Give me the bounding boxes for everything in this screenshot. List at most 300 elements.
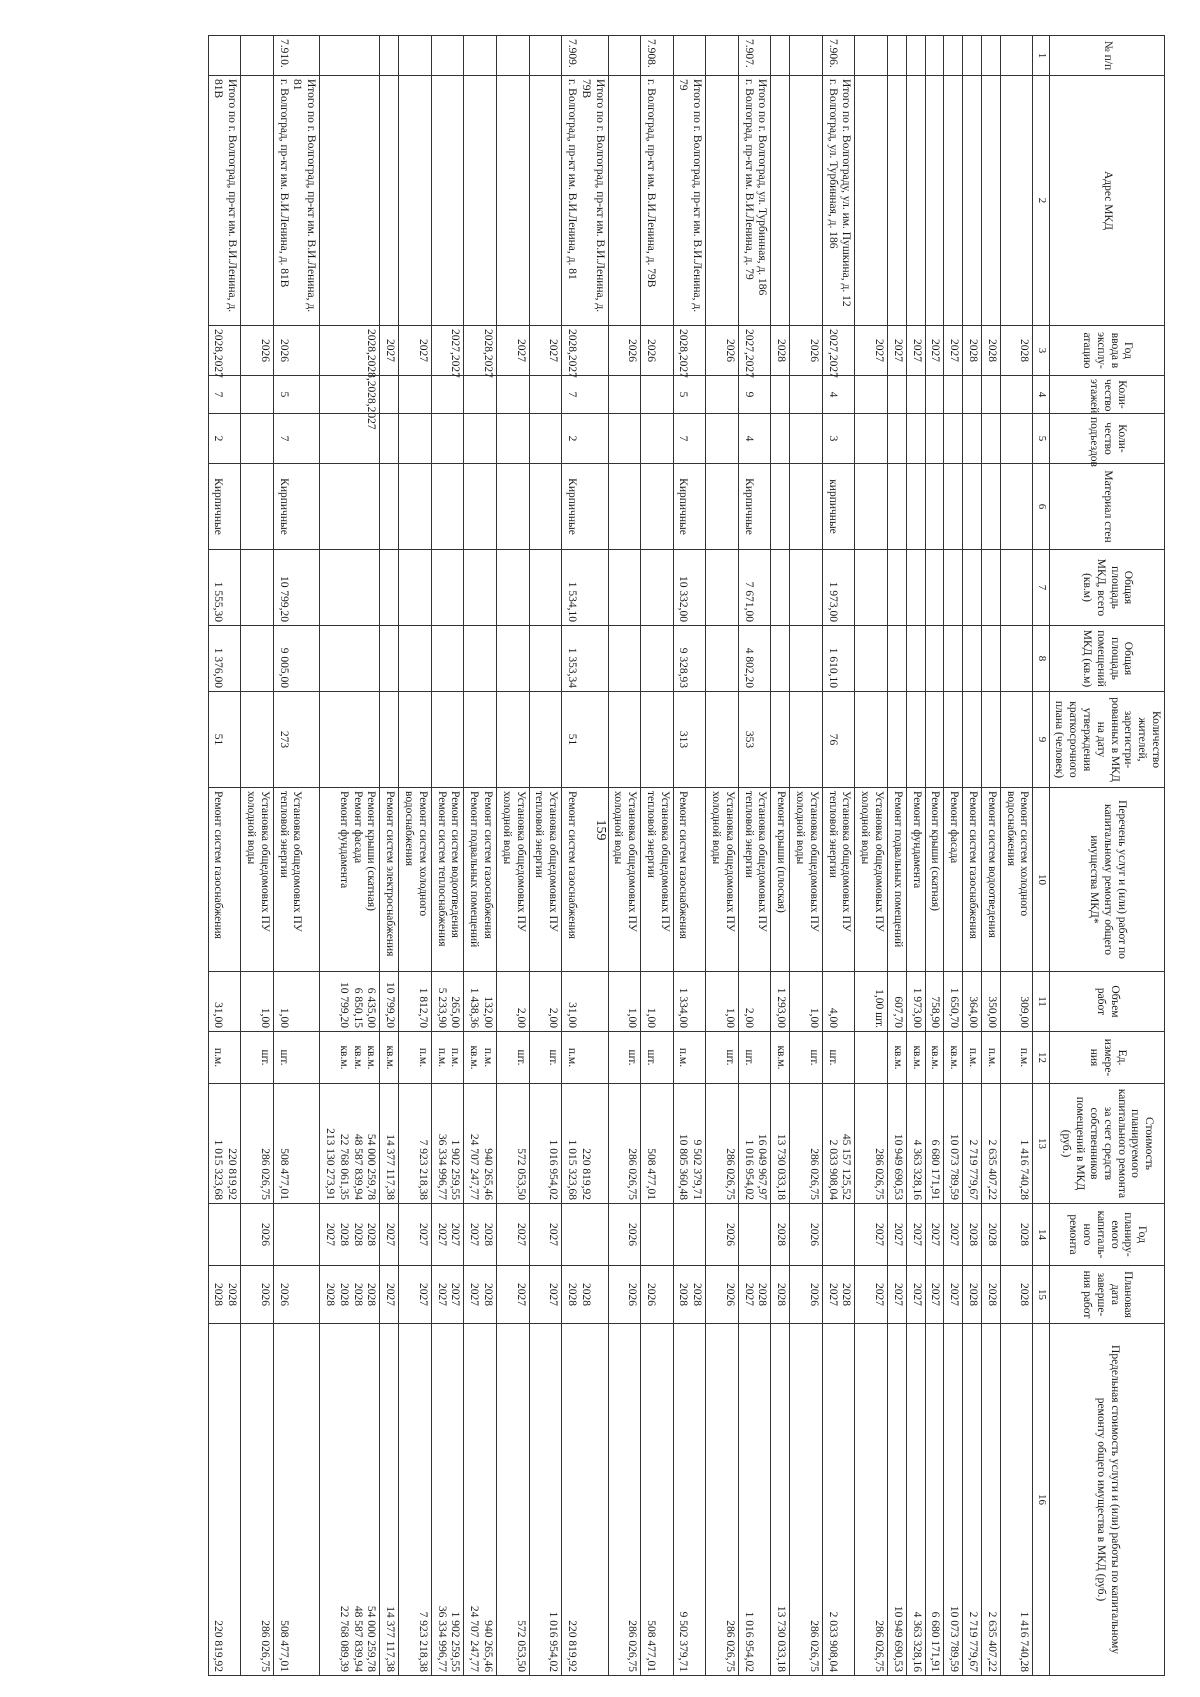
works-cell xyxy=(496,788,529,972)
works-cell xyxy=(944,788,963,972)
entrances-cell xyxy=(925,414,944,464)
completion-date-value: 2026 xyxy=(644,1283,657,1306)
works-cell xyxy=(320,788,380,972)
cost-cell xyxy=(320,1084,380,1204)
walls-cell xyxy=(641,464,674,550)
item-number-cell xyxy=(464,36,497,76)
repair-year-value: 2027 xyxy=(323,1223,336,1246)
table-row xyxy=(496,36,529,1676)
volume-cell xyxy=(641,972,674,1032)
work-item: Установка общедомовых ПУ холодной воды xyxy=(859,791,886,932)
header-row xyxy=(1049,36,1164,1676)
house-address: г. Волгоград, пр-кт им. В.И.Ленина, д. 81В xyxy=(277,79,290,288)
column-number: 13 xyxy=(1033,1084,1049,1204)
year-cell: 2026 xyxy=(790,326,823,376)
volume-cell xyxy=(380,972,399,1032)
total-row xyxy=(562,36,608,1676)
total-area-cell: 1 534,10 xyxy=(562,550,608,626)
limit-cost-value: 286 026,75 xyxy=(873,1620,886,1672)
cost-cell xyxy=(273,1084,319,1204)
completion-date-cell xyxy=(822,1266,855,1324)
entrances-cell: 2 xyxy=(208,414,241,464)
walls-cell: Кирпичные xyxy=(673,464,706,550)
total-area-cell xyxy=(855,550,888,626)
repair-year-value: 2027 xyxy=(948,1223,961,1246)
item-number: 7.906. xyxy=(826,39,839,68)
completion-date-value: 2027 xyxy=(948,1283,961,1306)
floors-cell xyxy=(855,376,888,414)
year-cell: 2028 xyxy=(963,326,982,376)
volume-value: 309,00 xyxy=(1018,996,1031,1028)
work-item: Ремонт систем водоотведения xyxy=(449,791,462,938)
work-item: Ремонт крыши (скатная) xyxy=(365,791,378,911)
header-cell: Ед. измере-ния xyxy=(1049,1032,1164,1084)
walls-cell xyxy=(241,464,274,550)
residents-cell xyxy=(320,692,380,788)
house-address: г. Волгоград, пр-кт им. В.И.Ленина, д. 79 xyxy=(742,79,755,280)
volume-cell xyxy=(208,972,241,1032)
completion-date-value: 2028 xyxy=(323,1283,336,1306)
repair-year-value: 2026 xyxy=(807,1223,820,1246)
completion-date-cell xyxy=(771,1266,790,1324)
table-row xyxy=(982,36,1001,1676)
walls-cell xyxy=(706,464,739,550)
completion-date-value: 2027 xyxy=(468,1283,481,1306)
unit-cell xyxy=(963,1032,982,1084)
volume-value: 10 799,20 xyxy=(337,982,350,1028)
completion-date-cell xyxy=(925,1266,944,1324)
volume-value: 350,00 xyxy=(985,996,998,1028)
works-cell xyxy=(673,788,706,972)
premises-area-cell xyxy=(496,626,529,692)
premises-area-cell: 9 328,93 xyxy=(673,626,706,692)
total-area-cell xyxy=(241,550,274,626)
volume-cell xyxy=(496,972,529,1032)
cost-value: 286 026,75 xyxy=(626,1148,639,1200)
limit-cost-cell xyxy=(641,1324,674,1676)
completion-date-value: 2026 xyxy=(626,1283,639,1306)
limit-cost-cell xyxy=(399,1324,432,1676)
volume-value: 31,00 xyxy=(212,1002,225,1028)
residents-cell xyxy=(529,692,562,788)
residents-cell xyxy=(982,692,1001,788)
house-address: г. Волгоград, ул. Турбинная, д. 186 xyxy=(826,79,839,249)
repair-year-value: 2026 xyxy=(258,1223,271,1246)
cost-value: 286 026,75 xyxy=(723,1148,736,1200)
volume-cell xyxy=(320,972,380,1032)
unit-value: п.м. xyxy=(416,1047,429,1068)
premises-area-cell xyxy=(399,626,432,692)
floors-cell xyxy=(464,376,497,414)
repair-year-cell xyxy=(608,1204,641,1266)
repair-year-cell xyxy=(431,1204,464,1266)
repair-year-cell xyxy=(771,1204,790,1266)
unit-cell xyxy=(320,1032,380,1084)
table-row xyxy=(608,36,641,1676)
entrances-cell xyxy=(380,414,399,464)
total-address: Итого по г. Волгоград, пр-кт им. В.И.Ленина, д. 79В xyxy=(579,79,606,313)
address-cell xyxy=(273,76,319,326)
cost-value: 14 377 117,38 xyxy=(384,1134,397,1200)
walls-cell xyxy=(464,464,497,550)
header-cell: Объем работ xyxy=(1049,972,1164,1032)
total-row xyxy=(208,36,241,1676)
volume-value: 1,00 xyxy=(807,1007,820,1028)
unit-value: п.м. xyxy=(435,1047,448,1068)
work-item: Установка общедомовых ПУ холодной воды xyxy=(794,791,820,932)
volume-value: 5 233,90 xyxy=(435,987,448,1028)
column-number: 14 xyxy=(1033,1204,1049,1266)
repair-year-cell xyxy=(963,1204,982,1266)
address-cell xyxy=(982,76,1001,326)
unit-value: кв.м. xyxy=(775,1045,788,1070)
entrances-cell xyxy=(982,414,1001,464)
repair-year-cell xyxy=(320,1204,380,1266)
work-item: Ремонт фасада xyxy=(351,791,364,864)
repair-year-cell xyxy=(738,1204,771,1266)
volume-value: 132,00 xyxy=(481,996,494,1028)
repair-year-value: 2027 xyxy=(873,1223,886,1246)
work-item: Установка общедомовых ПУ тепловой энергии xyxy=(826,791,853,932)
unit-value: шт. xyxy=(258,1049,271,1066)
year-cell: 2027 xyxy=(925,326,944,376)
address-cell xyxy=(380,76,399,326)
floors-cell xyxy=(944,376,963,414)
unit-value: шт. xyxy=(723,1049,736,1066)
total-address: Итого по г. Волгоград, ул. Турбинная, д. 186 xyxy=(756,79,769,296)
completion-date-cell xyxy=(1000,1266,1033,1324)
cost-value: 7 923 218,38 xyxy=(416,1139,429,1200)
total-row xyxy=(738,36,771,1676)
residents-cell xyxy=(608,692,641,788)
year-cell: 2028 xyxy=(771,326,790,376)
limit-cost-cell xyxy=(464,1324,497,1676)
limit-cost-value: 508 477,01 xyxy=(277,1620,290,1672)
volume-cell xyxy=(529,972,562,1032)
repair-year-value: 2028 xyxy=(775,1223,788,1246)
completion-date-cell xyxy=(464,1266,497,1324)
repair-year-cell xyxy=(790,1204,823,1266)
completion-date-value: 2026 xyxy=(807,1283,820,1306)
item-number-cell xyxy=(431,36,464,76)
floors-cell: 9 xyxy=(738,376,771,414)
entrances-cell xyxy=(706,414,739,464)
cost-value: 22 768 061,35 xyxy=(337,1133,350,1200)
completion-date-value: 2027 xyxy=(547,1283,560,1306)
address-cell xyxy=(241,76,274,326)
item-number: 7.907. xyxy=(742,39,755,68)
cost-cell xyxy=(925,1084,944,1204)
residents-cell xyxy=(431,692,464,788)
header-cell: Общая площадь помещений МКД (кв.м) xyxy=(1049,626,1164,692)
floors-cell: 5 xyxy=(673,376,706,414)
repair-year-value: 2027 xyxy=(929,1223,942,1246)
table-row xyxy=(399,36,432,1676)
header-cell: Предельная стоимость услуги и (или) работы по капитальному ремонту общего имущества в МКД (руб.) xyxy=(1049,1324,1164,1676)
residents-cell xyxy=(888,692,907,788)
residents-cell xyxy=(464,692,497,788)
repair-year-value: 2027 xyxy=(449,1223,462,1246)
table-row xyxy=(706,36,739,1676)
works-cell xyxy=(464,788,497,972)
cost-value: 2 033 908,04 xyxy=(826,1139,839,1200)
item-number-cell xyxy=(944,36,963,76)
year-cell: 2027 xyxy=(496,326,529,376)
unit-cell xyxy=(925,1032,944,1084)
completion-date-value: 2026 xyxy=(258,1283,271,1306)
table-row xyxy=(906,36,925,1676)
entrances-cell xyxy=(906,414,925,464)
premises-area-cell xyxy=(380,626,399,692)
cost-value: 45 157 125,52 xyxy=(840,1133,853,1200)
entrances-cell xyxy=(855,414,888,464)
works-cell xyxy=(963,788,982,972)
unit-cell xyxy=(855,1032,888,1084)
residents-cell xyxy=(641,692,674,788)
limit-cost-value: 2 033 908,04 xyxy=(826,1611,839,1672)
residents-cell xyxy=(706,692,739,788)
volume-cell xyxy=(888,972,907,1032)
works-cell xyxy=(241,788,274,972)
works-cell xyxy=(855,788,888,972)
floors-cell xyxy=(982,376,1001,414)
limit-cost-value: 4 363 328,16 xyxy=(910,1611,923,1672)
completion-date-cell xyxy=(496,1266,529,1324)
premises-area-cell: 1 353,34 xyxy=(562,626,608,692)
limit-cost-value: 940 265,46 xyxy=(481,1620,494,1672)
volume-cell xyxy=(982,972,1001,1032)
residents-cell xyxy=(1000,692,1033,788)
completion-date-cell xyxy=(738,1266,771,1324)
unit-value: кв.м. xyxy=(910,1045,923,1070)
cost-value: 10 073 789,59 xyxy=(948,1133,961,1200)
volume-value: 6 850,15 xyxy=(351,987,364,1028)
limit-cost-value: 1 416 740,28 xyxy=(1018,1611,1031,1672)
residents-cell: 51 xyxy=(562,692,608,788)
work-item: Ремонт систем водоотведения xyxy=(985,791,998,938)
volume-value: 1,00 xyxy=(277,1007,290,1028)
repair-year-cell xyxy=(562,1204,608,1266)
cost-cell xyxy=(982,1084,1001,1204)
item-number-cell xyxy=(380,36,399,76)
unit-value: шт. xyxy=(807,1049,820,1066)
year-cell: 2027 xyxy=(855,326,888,376)
total-area-cell xyxy=(963,550,982,626)
entrances-cell xyxy=(529,414,562,464)
table-row xyxy=(925,36,944,1676)
floors-cell xyxy=(925,376,944,414)
cost-cell xyxy=(562,1084,608,1204)
entrances-cell: 7 xyxy=(673,414,706,464)
cost-value: 508 477,01 xyxy=(644,1148,657,1200)
unit-value: п.м. xyxy=(212,1047,225,1068)
limit-cost-value: 48 587 839,94 xyxy=(351,1605,364,1672)
volume-value: 364,00 xyxy=(967,996,980,1028)
entrances-cell xyxy=(464,414,497,464)
walls-cell xyxy=(790,464,823,550)
unit-cell xyxy=(738,1032,771,1084)
total-address: Итого по г. Волгограду, ул. им. Пушкина, д. 12 xyxy=(840,79,853,307)
premises-area-cell xyxy=(790,626,823,692)
year-cell: 2027 xyxy=(888,326,907,376)
address-cell xyxy=(496,76,529,326)
limit-cost-cell xyxy=(320,1324,380,1676)
limit-cost-cell xyxy=(1000,1324,1033,1676)
item-number-cell xyxy=(963,36,982,76)
completion-date-value: 2028 xyxy=(337,1283,350,1306)
cost-value: 508 477,01 xyxy=(277,1148,290,1200)
entrances-cell xyxy=(608,414,641,464)
cost-value: 10 805 360,48 xyxy=(677,1133,690,1200)
address-cell xyxy=(771,76,790,326)
premises-area-cell xyxy=(431,626,464,692)
completion-date-cell xyxy=(855,1266,888,1324)
work-item: Ремонт систем газоснабжения xyxy=(212,791,225,939)
item-number-cell xyxy=(496,36,529,76)
table-row xyxy=(790,36,823,1676)
walls-cell xyxy=(944,464,963,550)
cost-value: 13 730 033,18 xyxy=(775,1133,788,1200)
year-cell: 2027,2027 xyxy=(738,326,771,376)
year-cell: 2026 xyxy=(641,326,674,376)
cost-cell xyxy=(1000,1084,1033,1204)
completion-date-cell xyxy=(888,1266,907,1324)
walls-cell xyxy=(529,464,562,550)
volume-value: 10 799,20 xyxy=(384,982,397,1028)
column-number: 8 xyxy=(1033,626,1049,692)
header-cell: Коли-чество подъездов xyxy=(1049,414,1164,464)
total-address: Итого по г. Волгоград, пр-кт им. В.И.Ленина, д. 81 xyxy=(291,79,318,313)
item-number-cell xyxy=(771,36,790,76)
limit-cost-cell xyxy=(888,1324,907,1676)
limit-cost-value: 9 502 379,71 xyxy=(677,1611,690,1672)
limit-cost-value: 14 377 117,38 xyxy=(384,1606,397,1672)
address-cell xyxy=(855,76,888,326)
work-item: Установка общедомовых ПУ холодной воды xyxy=(710,791,736,932)
completion-date-value: 2027 xyxy=(929,1283,942,1306)
unit-value: п.м. xyxy=(1018,1047,1031,1068)
premises-area-cell: 4 802,20 xyxy=(738,626,771,692)
repair-year-value: 2027 xyxy=(468,1223,481,1246)
repair-year-value: 2026 xyxy=(626,1223,639,1246)
limit-cost-cell xyxy=(738,1324,771,1676)
total-area-cell: 10 332,00 xyxy=(673,550,706,626)
entrances-cell xyxy=(888,414,907,464)
limit-cost-cell xyxy=(822,1324,855,1676)
total-area-cell: 1 555,30 xyxy=(208,550,241,626)
limit-cost-value: 286 026,75 xyxy=(258,1620,271,1672)
residents-cell xyxy=(771,692,790,788)
limit-cost-value: 54 000 259,78 xyxy=(365,1605,378,1672)
work-item: Ремонт фундамента xyxy=(337,791,350,889)
volume-value: 758,90 xyxy=(929,996,942,1028)
completion-date-value: 2028 xyxy=(226,1283,239,1306)
entrances-cell xyxy=(431,414,464,464)
volume-cell xyxy=(673,972,706,1032)
completion-date-cell xyxy=(906,1266,925,1324)
header-cell: Стоимость планируемого капитального ремонта за счет средств собственников помещений в МКД (руб.) xyxy=(1049,1084,1164,1204)
cost-value: 9 502 379,71 xyxy=(691,1139,704,1200)
work-item: Установка общедомовых ПУ тепловой энергии xyxy=(533,791,560,932)
work-item: Ремонт систем газоснабжения xyxy=(677,791,690,939)
capital-repair-table xyxy=(208,35,1165,1676)
volume-cell xyxy=(431,972,464,1032)
completion-date-value: 2027 xyxy=(449,1283,462,1306)
cost-value: 16 049 967,97 xyxy=(756,1133,769,1200)
header-cell: Общая площадь МКД, всего (кв.м) xyxy=(1049,550,1164,626)
column-number: 7 xyxy=(1033,550,1049,626)
completion-date-value: 2027 xyxy=(742,1283,755,1306)
item-number: 7.908. xyxy=(644,39,657,68)
total-area-cell xyxy=(529,550,562,626)
floors-cell xyxy=(771,376,790,414)
completion-date-value: 2028 xyxy=(212,1283,225,1306)
walls-cell: Кирпичные xyxy=(562,464,608,550)
walls-cell xyxy=(771,464,790,550)
table-body xyxy=(208,36,1033,1676)
volume-cell xyxy=(822,972,855,1032)
header-cell: № п/п xyxy=(1049,36,1164,76)
item-number-cell xyxy=(982,36,1001,76)
table-row xyxy=(888,36,907,1676)
limit-cost-cell xyxy=(963,1324,982,1676)
completion-date-value: 2027 xyxy=(891,1283,904,1306)
unit-cell xyxy=(906,1032,925,1084)
cost-value: 1 416 740,28 xyxy=(1018,1139,1031,1200)
volume-cell xyxy=(944,972,963,1032)
completion-date-cell xyxy=(608,1266,641,1324)
unit-cell xyxy=(464,1032,497,1084)
unit-cell xyxy=(822,1032,855,1084)
table-row xyxy=(464,36,497,1676)
floors-cell xyxy=(529,376,562,414)
cost-value: 286 026,75 xyxy=(807,1148,820,1200)
volume-value: 1,00 xyxy=(644,1007,657,1028)
limit-cost-cell xyxy=(380,1324,399,1676)
completion-date-cell xyxy=(241,1266,274,1324)
table-row xyxy=(771,36,790,1676)
volume-value: 1 293,00 xyxy=(775,987,788,1028)
repair-year-cell xyxy=(906,1204,925,1266)
year-cell: 2028 xyxy=(982,326,1001,376)
cost-cell xyxy=(673,1084,706,1204)
residents-cell xyxy=(399,692,432,788)
item-number-cell xyxy=(273,36,319,76)
cost-value: 286 026,75 xyxy=(258,1148,271,1200)
item-number-cell xyxy=(855,36,888,76)
volume-value: 1 650,70 xyxy=(948,987,961,1028)
column-number: 10 xyxy=(1033,788,1049,972)
address-cell xyxy=(641,76,674,326)
walls-cell xyxy=(496,464,529,550)
limit-cost-cell xyxy=(208,1324,241,1676)
work-item: Ремонт крыши (скатная) xyxy=(929,791,942,911)
cost-value: 220 819,92 xyxy=(226,1148,239,1200)
cost-value: 24 707 247,77 xyxy=(468,1133,481,1200)
address-cell xyxy=(790,76,823,326)
repair-year-value: 2027 xyxy=(910,1223,923,1246)
completion-date-value: 2028 xyxy=(967,1283,980,1306)
volume-value: 6 435,00 xyxy=(365,987,378,1028)
entrances-cell: 3 xyxy=(822,414,855,464)
walls-cell: Кирпичные xyxy=(208,464,241,550)
completion-date-cell xyxy=(790,1266,823,1324)
cost-cell xyxy=(641,1084,674,1204)
address-cell xyxy=(320,76,380,326)
works-cell xyxy=(641,788,674,972)
year-cell: 2028,2028,2028,2027 xyxy=(320,326,380,376)
floors-cell: 5 xyxy=(273,376,319,414)
